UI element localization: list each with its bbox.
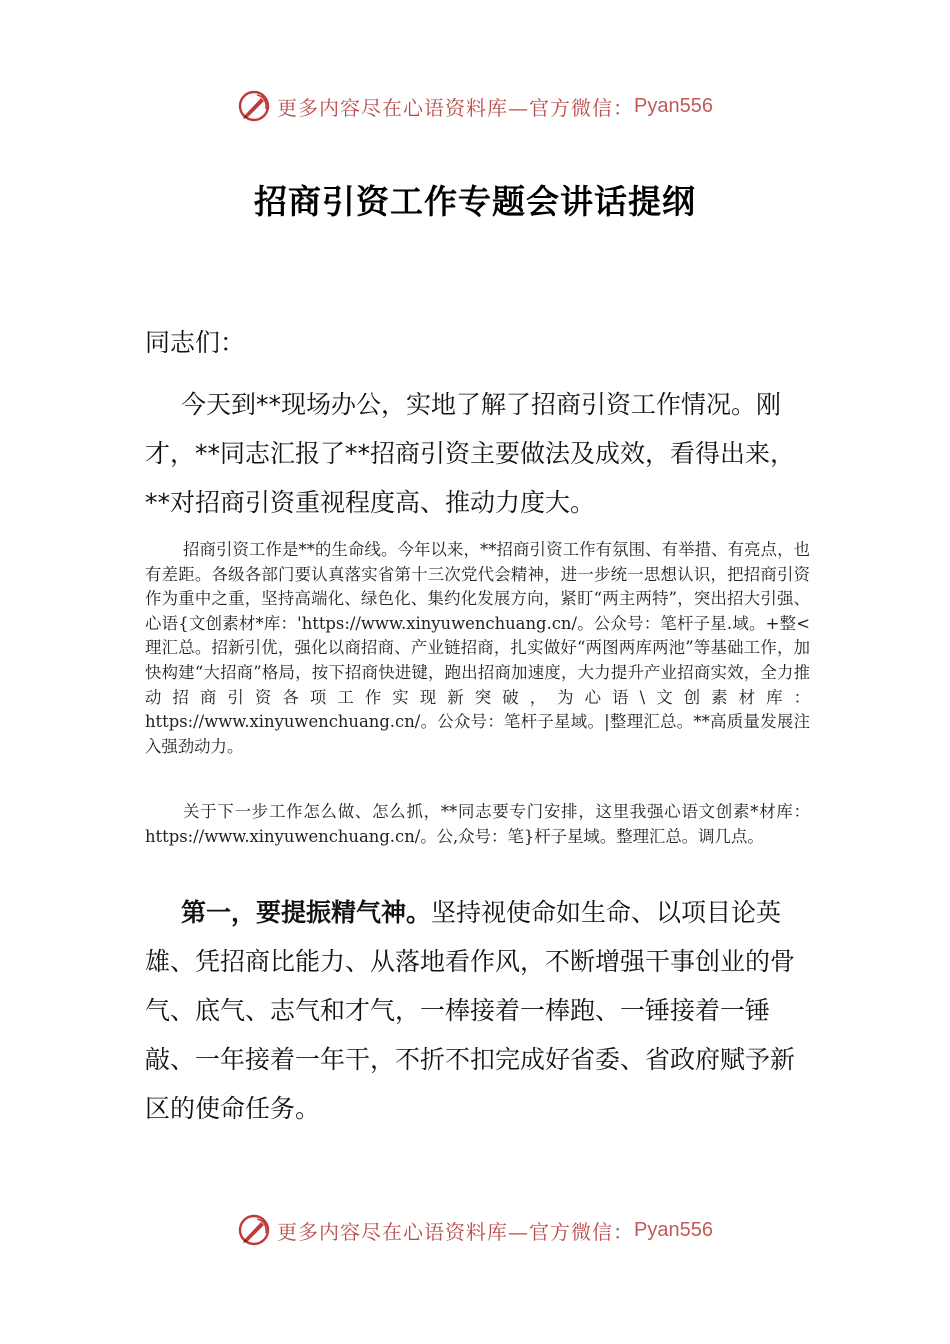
banner-text: 更多内容尽在心语资料库—官方微信： [277, 95, 635, 120]
document-title: 招商引资工作专题会讲话提纲 [254, 182, 696, 221]
pen-logo-icon [237, 89, 271, 123]
paragraph-2-text: 招商引资工作是**的生命线。今年以来，**招商引资工作有氛围、有举措、有亮点，也有差距。各级各部门要认真落实省第十三次党代会精神，进一步统一思想认识，把招商引资作为重中之重，坚持高端化、绿色化、集约化发展方向，紧盯“两主两特”，突出招大引强、心语{文创素材*库：'https://www.xinyuwenchuang.cn/。公众号：笔杆子星.域。+整<理汇总。招新引优，强化以商招商、产业链招商，扎实做好“两图两库两池”等基础工作，加快构建“大招商”格局，按下招商快进键，跑出招商加速度，大力提升产业招商实效，全力推动招商引资各项工作实现新突破，为心语\文创素材库：https://www.xinyuwenchuang.cn/。公众号：笔杆子星域。|整理汇总。**高质量发展注入强劲动力。 [145, 540, 810, 756]
wechat-id: Pyan556 [634, 1218, 713, 1241]
paragraph-3 [145, 800, 810, 849]
header-banner [0, 86, 950, 126]
footer-banner [0, 1210, 950, 1250]
paragraph-4 [145, 888, 810, 1133]
pen-logo-icon [237, 1213, 271, 1247]
wechat-id: Pyan556 [634, 94, 713, 117]
greeting-text: 同志们： [145, 328, 246, 357]
paragraph-4-body: 坚持视使命如生命、以项目论英雄、凭招商比能力、从落地看作风，不断增强干事创业的骨气、底气、志气和才气，一棒接着一棒跑、一锤接着一锤敲、一年接着一年干，不折不扣完成好省委、省政府赋予新区的使命任务。 [145, 898, 796, 1123]
paragraph-4-lead: 第一，要提振精气神。 [181, 898, 432, 927]
paragraph-4-text [145, 888, 810, 1133]
paragraph-1 [145, 380, 810, 527]
greeting [145, 318, 810, 367]
banner-text: 更多内容尽在心语资料库—官方微信： [277, 1219, 635, 1244]
paragraph-3-text: 关于下一步工作怎么做、怎么抓，**同志要专门安排，这里我强心语文创素*材库：https://www.xinyuwenchuang.cn/。公,众号：笔}杆子星域。整理汇总。调几点。 [145, 802, 810, 846]
paragraph-2 [145, 538, 810, 759]
paragraph-1-text: 今天到**现场办公，实地了解了招商引资工作情况。刚才，**同志汇报了**招商引资主要做法及成效，看得出来，**对招商引资重视程度高、推动力度大。 [145, 390, 796, 517]
